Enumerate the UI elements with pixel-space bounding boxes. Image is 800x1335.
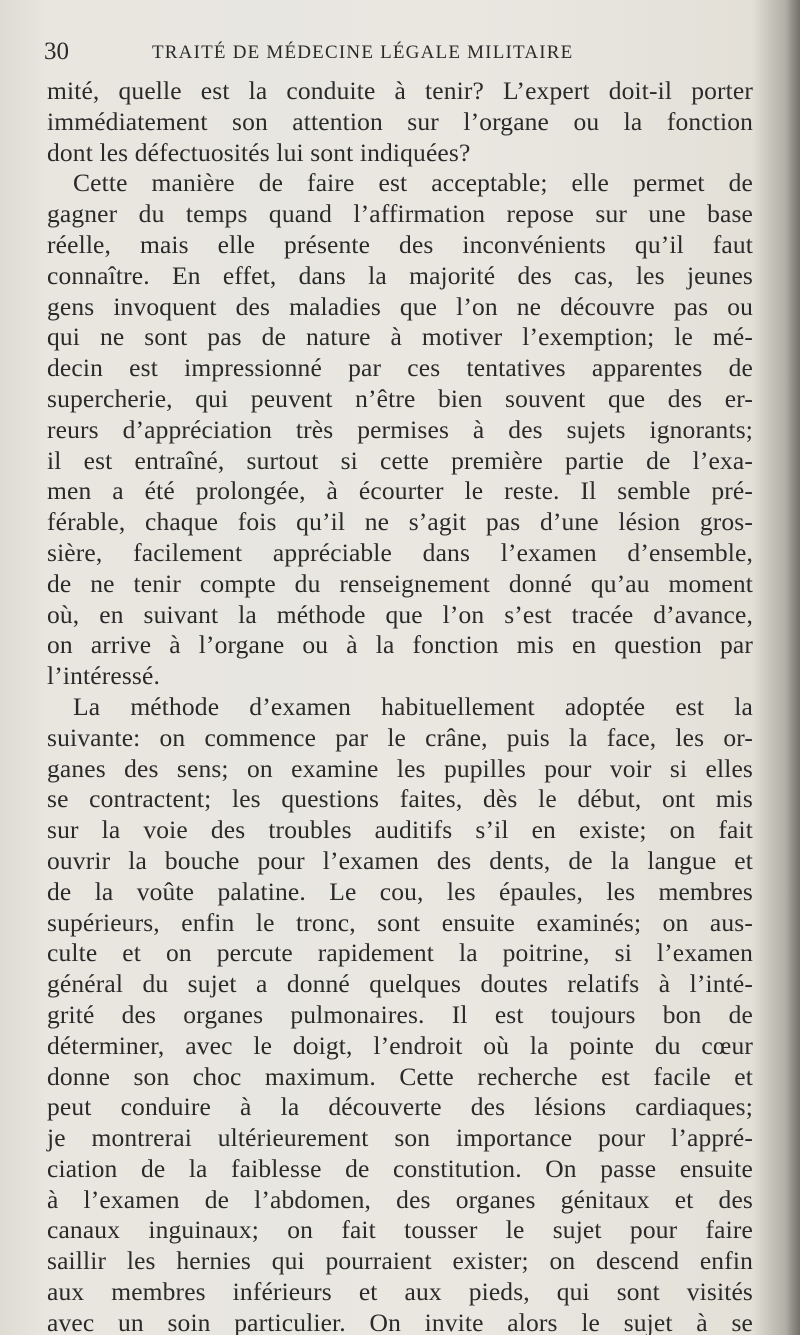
- text-line: La méthode d’examen habituellement adoptée est la: [73, 691, 753, 721]
- text-line: culte et on percute rapidement la poitrine, si l’examen: [47, 938, 753, 968]
- text-line: canaux inguinaux; on fait tousser le sujet pour faire: [47, 1215, 753, 1245]
- text-line: ciation de la faiblesse de constitution. On passe ensuite: [47, 1153, 753, 1183]
- text-line: reurs d’appréciation très permises à des sujets ignorants;: [47, 414, 753, 444]
- text-line: mité, quelle est la conduite à tenir? L’expert doit-il porter: [47, 76, 753, 105]
- text-line: decin est impressionné par ces tentatives apparentes de: [47, 353, 753, 383]
- text-line: men a été prolongée, à écourter le reste. Il semble pré-: [47, 476, 753, 506]
- text-line: l’intéressé.: [47, 661, 160, 691]
- text-line: qui ne sont pas de nature à motiver l’exemption; le mé-: [47, 322, 753, 352]
- text-line: connaître. En effet, dans la majorité des cas, les jeunes: [47, 260, 753, 290]
- text-line: à l’examen de l’abdomen, des organes génitaux et des: [47, 1184, 753, 1214]
- text-line: gagner du temps quand l’affirmation repose sur une base: [47, 199, 753, 229]
- text-line: donne son choc maximum. Cette recherche est facile et: [47, 1061, 753, 1091]
- text-line: se contractent; les questions faites, dès le début, ont mis: [47, 784, 753, 814]
- text-line: Cette manière de faire est acceptable; elle permet de: [73, 168, 753, 198]
- running-title: TRAITÉ DE MÉDECINE LÉGALE MILITAIRE: [152, 42, 574, 63]
- text-line: je montrerai ultérieurement son importance pour l’appré-: [47, 1123, 753, 1153]
- text-line: de la voûte palatine. Le cou, les épaules, les membres: [47, 876, 753, 906]
- body-text: [47, 76, 753, 1335]
- text-line: aux membres inférieurs et aux pieds, qui sont visités: [47, 1277, 753, 1307]
- text-line: ouvrir la bouche pour l’examen des dents, de la langue et: [47, 845, 753, 875]
- text-line: férable, chaque fois qu’il ne s’agit pas d’une lésion gros-: [47, 507, 753, 537]
- text-line: réelle, mais elle présente des inconvénients qu’il faut: [47, 229, 753, 259]
- text-line: sière, facilement appréciable dans l’examen d’ensemble,: [47, 537, 753, 567]
- text-line: gens invoquent des maladies que l’on ne découvre pas ou: [47, 291, 753, 321]
- text-line: supercherie, qui peuvent n’être bien souvent que des er-: [47, 383, 753, 413]
- text-line: il est entraîné, surtout si cette première partie de l’exa-: [47, 445, 753, 475]
- text-line: sur la voie des troubles auditifs s’il en existe; on fait: [47, 815, 753, 845]
- text-line: déterminer, avec le doigt, l’endroit où la pointe du cœur: [47, 1030, 753, 1060]
- text-line: supérieurs, enfin le tronc, sont ensuite examinés; on aus-: [47, 907, 753, 937]
- text-line: avec un soin particulier. On invite alors le sujet à se: [47, 1307, 753, 1335]
- text-line: peut conduire à la découverte des lésions cardiaques;: [47, 1092, 753, 1122]
- text-line: grité des organes pulmonaires. Il est toujours bon de: [47, 999, 753, 1029]
- page-edge-shadow: [786, 0, 800, 1335]
- page-number: 30: [44, 38, 69, 65]
- text-line: on arrive à l’organe ou à la fonction mis en question par: [47, 630, 753, 660]
- text-line: de ne tenir compte du renseignement donné qu’au moment: [47, 568, 753, 598]
- text-line: dont les défectuosités lui sont indiquées?: [47, 137, 471, 167]
- text-line: où, en suivant la méthode que l’on s’est tracée d’avance,: [47, 599, 753, 629]
- text-line: saillir les hernies qui pourraient exister; on descend enfin: [47, 1246, 753, 1276]
- text-line: général du sujet a donné quelques doutes relatifs à l’inté-: [47, 969, 753, 999]
- page-header: [44, 38, 764, 68]
- text-line: suivante: on commence par le crâne, puis la face, les or-: [47, 722, 753, 752]
- text-line: immédiatement son attention sur l’organe ou la fonction: [47, 106, 753, 136]
- text-line: ganes des sens; on examine les pupilles pour voir si elles: [47, 753, 753, 783]
